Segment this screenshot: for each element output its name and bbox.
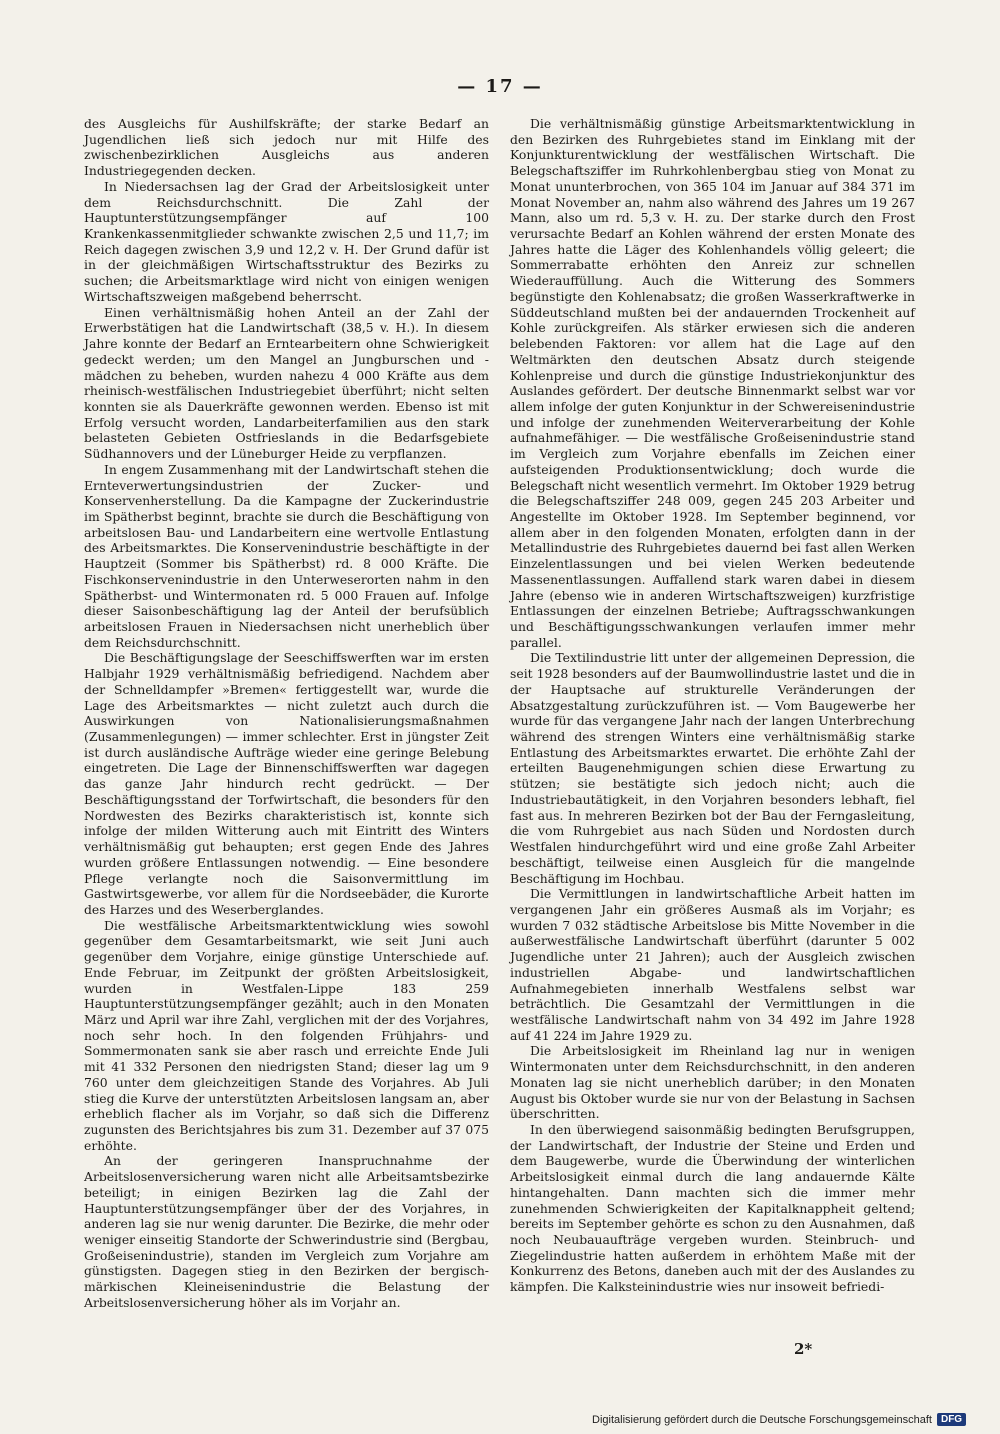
paragraph: An der geringeren Inanspruchnahme der Arbeitslosenversicherung waren nicht alle Arbeitsamtsbezirke beteiligt; in einigen Bezirken lag die Zahl der Hauptunterstützungsempfänger über der des Vorjahres, in anderen lag sie nur wenig darunter. Die Bezirke, die mehr oder weniger einseitig Standorte der Schwerindustrie sind (Bergbau, Großeisenindustrie), standen im Vergleich zum Vorjahre am günstigsten. Dagegen stieg in den Bezirken der bergisch-märkischen Kleineisenindustrie die Belastung der Arbeitslosenversicherung höher als im Vorjahr an.	[84, 1153, 489, 1310]
left-column	[84, 116, 489, 1311]
funding-text: Digitalisierung gefördert durch die Deutsche Forschungsgemeinschaft	[592, 1413, 932, 1426]
paragraph: Die Vermittlungen in landwirtschaftliche Arbeit hatten im vergangenen Jahr ein größeres Ausmaß als im Vorjahr; es wurden 7 032 städtische Arbeitslose bis Mitte November in die außerwestfälische Landwirtschaft überführt (darunter 5 002 Jugendliche unter 21 Jahren); auch der Ausgleich zwischen industriellen Abgabe- und landwirtschaftlichen Aufnahmegebieten innerhalb Westfalens selbst war beträchtlich. Die Gesamtzahl der Vermittlungen in die westfälische Landwirtschaft nahm von 34 492 im Jahre 1928 auf 41 224 im Jahre 1929 zu.	[510, 886, 915, 1043]
paragraph: Die verhältnismäßig günstige Arbeitsmarktentwicklung in den Bezirken des Ruhrgebietes stand im Einklang mit der Konjunkturentwicklung der westfälischen Wirtschaft. Die Belegschaftsziffer im Ruhrkohlenbergbau stieg von Monat zu Monat ununterbrochen, von 365 104 im Januar auf 384 371 im Monat November an, nahm also während des Jahres um 19 267 Mann, also um rd. 5,3 v. H. zu. Der starke durch den Frost verursachte Bedarf an Kohlen während der ersten Monate des Jahres hatte die Läger des Kohlenhandels völlig geleert; die Sommerrabatte erhöhten den Anreiz zur schnellen Wiederauffüllung. Auch die Witterung des Sommers begünstigte den Kohlenabsatz; die großen Wasserkraftwerke in Süddeutschland mußten bei der andauernden Trockenheit auf Kohle zurückgreifen. Als stärker erwiesen sich die anderen belebenden Faktoren: vor allem hat die Lage auf den Weltmärkten den deutschen Absatz durch steigende Kohlenpreise und durch die günstige Industriekonjunktur des Auslandes gefördert. Der deutsche Binnenmarkt selbst war vor allem infolge der guten Konjunktur in der Schwereisenindustrie und infolge der zunehmenden Weiterverarbeitung der Kohle aufnahmefähiger. — Die westfälische Großeisenindustrie stand im Vergleich zum Vorjahre ebenfalls im Zeichen einer aufsteigenden Produktionsentwicklung; doch wurde die Belegschaft nicht wesentlich vermehrt. Im Oktober 1929 betrug die Belegschaftsziffer 248 009, gegen 245 203 Arbeiter und Angestellte im Oktober 1928. Im September beginnend, vor allem aber in den folgenden Monaten, erfolgten dann in der Metallindustrie des Ruhrgebietes dauernd bei fast allen Werken Einzelentlassungen und bei vielen Werken bedeutende Massenentlassungen. Auffallend stark waren dabei in diesem Jahre (ebenso wie in anderen Wirtschaftszweigen) kurzfristige Entlassungen der einzelnen Betriebe; Auftragsschwankungen und Beschäftigungsschwankungen verlaufen immer mehr parallel.	[510, 116, 915, 650]
paragraph: In Niedersachsen lag der Grad der Arbeitslosigkeit unter dem Reichsdurchschnitt. Die Zahl der Hauptunterstützungsempfänger auf 100 Krankenkassenmitglieder schwankte zwischen 2,5 und 11,7; im Reich dagegen zwischen 3,9 und 12,2 v. H. Der Grund dafür ist in der gleichmäßigen Wirtschaftsstruktur des Bezirks zu suchen; die Arbeitsmarktlage wird nicht von einigen wenigen Wirtschaftszweigen maßgebend beherrscht.	[84, 178, 489, 304]
sheet-signature-mark: 2*	[794, 1340, 813, 1358]
paragraph: In engem Zusammenhang mit der Landwirtschaft stehen die Ernteverwertungsindustrien der Zucker- und Konservenherstellung. Da die Kampagne der Zuckerindustrie im Spätherbst beginnt, brachte sie durch die Beschäftigung von arbeitslosen Bau- und Landarbeitern eine wertvolle Entlastung des Arbeitsmarktes. Die Konservenindustrie beschäftigte in der Hauptzeit (Sommer bis Spätherbst) rd. 8 000 Kräfte. Die Fischkonservenindustrie in den Unterweserorten nahm in den Spätherbst- und Wintermonaten rd. 5 000 Frauen auf. Infolge dieser Saisonbeschäftigung lag der Anteil der berufsüblich arbeitslosen Frauen in Niedersachsen nicht unerheblich über dem Reichsdurchschnitt.	[84, 461, 489, 650]
paragraph: Die Beschäftigungslage der Seeschiffswerften war im ersten Halbjahr 1929 verhältnismäßig befriedigend. Nachdem aber der Schnelldampfer »Bremen« fertiggestellt war, wurde die Lage des Arbeitsmarktes — nicht zuletzt auch durch die Auswirkungen von Nationalisierungsmaßnahmen (Zusammenlegungen) — immer schlechter. Erst in jüngster Zeit ist durch ausländische Aufträge wieder eine geringe Belebung eingetreten. Die Lage der Binnenschiffswerften war dagegen das ganze Jahr hindurch recht gedrückt. — Der Beschäftigungsstand der Torfwirtschaft, die besonders für den Nordwesten des Bezirks charakteristisch ist, konnte sich infolge der milden Witterung auch mit Eintritt des Winters verhältnismäßig gut behaupten; erst gegen Ende des Jahres wurden größere Entlassungen notwendig. — Eine besondere Pflege verlangte noch die Saisonvermittlung im Gastwirtsgewerbe, vor allem für die Nordseebäder, die Kurorte des Harzes und des Weserberglandes.	[84, 650, 489, 917]
paragraph: des Ausgleichs für Aushilfskräfte; der starke Bedarf an Jugendlichen ließ sich jedoch nur mit Hilfe des zwischenbezirklichen Ausgleichs aus anderen Industriegegenden decken.	[84, 116, 489, 179]
right-column	[510, 116, 915, 1295]
paragraph: Die westfälische Arbeitsmarktentwicklung wies sowohl gegenüber dem Gesamtarbeitsmarkt, wie seit Juni auch gegenüber dem Vorjahre, einige günstige Unterschiede auf. Ende Februar, im Zeitpunkt der größten Arbeitslosigkeit, wurden in Westfalen-Lippe 183 259 Hauptunterstützungsempfänger gezählt; auch in den Monaten März und April war ihre Zahl, verglichen mit der des Vorjahres, noch sehr hoch. In den folgenden Frühjahrs- und Sommermonaten sank sie aber rasch und erreichte Ende Juli mit 41 332 Personen den niedrigsten Stand; dieser lag um 9 760 unter dem gleichzeitigen Stande des Vorjahres. Ab Juli stieg die Kurve der unterstützten Arbeitslosen langsam an, aber erheblich flacher als im Vorjahr, so daß sich die Differenz zugunsten des Berichtsjahres bis zum 31. Dezember auf 37 075 erhöhte.	[84, 917, 489, 1153]
paragraph: Einen verhältnismäßig hohen Anteil an der Zahl der Erwerbstätigen hat die Landwirtschaft (38,5 v. H.). In diesem Jahre konnte der Bedarf an Erntearbeitern ohne Schwierigkeit gedeckt werden; um den Mangel an Jungburschen und -mädchen zu beheben, wurden nahezu 4 000 Kräfte aus dem rheinisch-westfälischen Industriegebiet überführt; nicht selten konnten sie als Dauerkräfte gewonnen werden. Ebenso ist mit Erfolg versucht worden, Landarbeiterfamilien aus den stark belasteten Gebieten Ostfrieslands in die Bedarfsgebiete Südhannovers und der Lüneburger Heide zu verpflanzen.	[84, 304, 489, 462]
funding-footer	[592, 1413, 966, 1426]
page-number: — 17 —	[457, 76, 543, 97]
paragraph: In den überwiegend saisonmäßig bedingten Berufsgruppen, der Landwirtschaft, der Industrie der Steine und Erden und dem Baugewerbe, wurde die Überwindung der winterlichen Arbeitslosigkeit einmal durch die lang andauernde Kälte hintangehalten. Dann machten sich die immer mehr zunehmenden Schwierigkeiten der Kapitalknappheit geltend; bereits im September gehörte es schon zu den Ausnahmen, daß noch Neubauaufträge vergeben wurden. Steinbruch- und Ziegelindustrie hatten außerdem in erhöhtem Maße mit der Konkurrenz des Betons, daneben auch mit der des Auslandes zu kämpfen. Die Kalksteinindustrie wies nur insoweit befriedi-	[510, 1122, 915, 1295]
paragraph: Die Arbeitslosigkeit im Rheinland lag nur in wenigen Wintermonaten unter dem Reichsdurchschnitt, in den anderen Monaten lag sie nicht unerheblich darüber; in den Monaten August bis Oktober wurde sie nur von der Belastung in Sachsen überschritten.	[510, 1043, 915, 1122]
paragraph: Die Textilindustrie litt unter der allgemeinen Depression, die seit 1928 besonders auf der Baumwollindustrie lastet und die in der Hauptsache auf strukturelle Veränderungen der Absatzgestaltung zurückzuführen ist. — Vom Baugewerbe her wurde für das vergangene Jahr nach der langen Unterbrechung während des strengen Winters eine verhältnismäßig starke Entlastung des Arbeitsmarktes erwartet. Die erhöhte Zahl der erteilten Baugenehmigungen schien diese Erwartung zu stützen; sie bestätigte sich jedoch nicht; auch die Industriebautätigkeit, in den Vorjahren besonders lebhaft, fiel fast aus. In mehreren Bezirken bot der Bau der Ferngasleitung, die vom Ruhrgebiet aus nach Süden und Nordosten durch Westfalen hindurchgeführt wird und eine große Zahl Arbeiter beschäftigt, teilweise einen Ausgleich für die mangelnde Beschäftigung im Hochbau.	[510, 650, 915, 886]
dfg-logo: DFG	[937, 1413, 966, 1426]
